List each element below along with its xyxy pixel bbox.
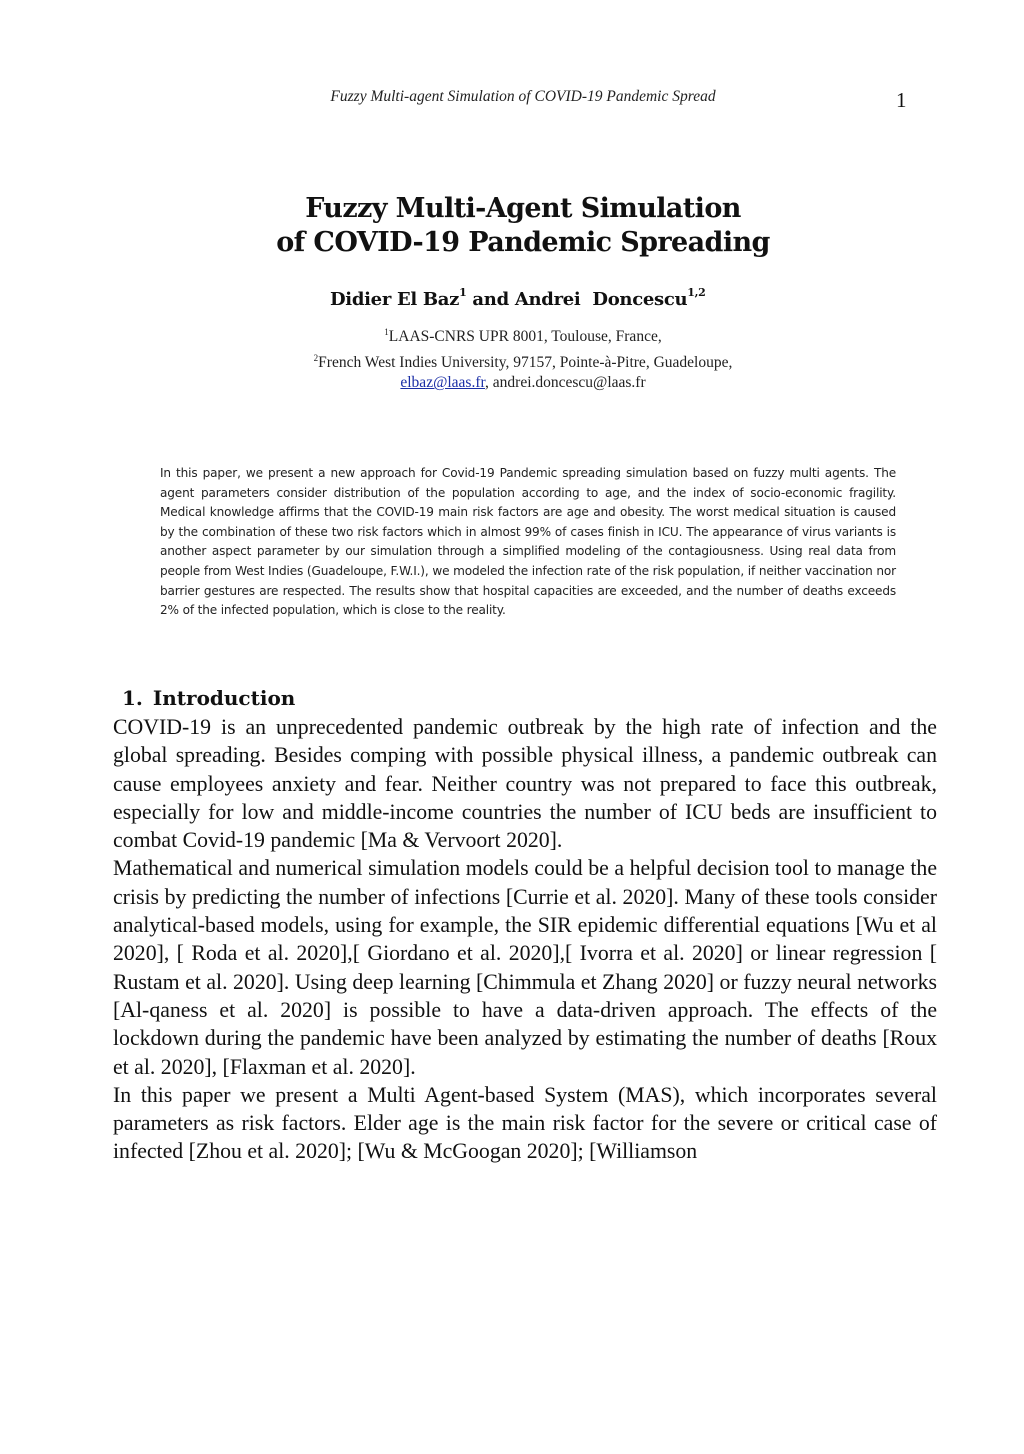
email-separator: , — [485, 374, 493, 392]
author-connector: and — [466, 289, 515, 310]
author-1: Didier El Baz — [330, 289, 460, 310]
email-doncescu: andrei.doncescu@laas.fr — [492, 374, 646, 392]
paragraph-3: In this paper we present a Multi Agent-based System (MAS), which incorporates several parameters as risk factors. Elder age is the main risk factor for the severe or critical case of infected [Zhou et al. 2020]; [Wu & McGoogan 2020]; [Williamson — [113, 1082, 937, 1164]
title-line-1: Fuzzy Multi-Agent Simulation — [305, 193, 741, 224]
paper-title — [0, 192, 1024, 260]
author-1-affiliation-mark: 1 — [459, 286, 467, 299]
introduction-body — [113, 713, 937, 1166]
paragraph-2: Mathematical and numerical simulation models could be a helpful decision tool to manage the crisis by predicting the number of infections [Currie et al. 2020]. Many of these tools consider analytical-based models, using for example, the SIR epidemic differential equations [Wu et al 2020], [ Roda et al. 2020],[ Giordano et al. 2020],[ Ivorra et al. 2020] or linear regression [ Rustam et al. 2020]. Using deep learning [Chimmula et Zhang 2020] or fuzzy neural networks [Al-qaness et al. 2020] is possible to have a data-driven approach. The effects of the lockdown during the pandemic have been analyzed by estimating the number of deaths [Roux et al. 2020], [Flaxman et al. 2020]. — [113, 856, 937, 1079]
affiliation-2-mark: 2 — [313, 352, 319, 363]
title-line-2: of COVID-19 Pandemic Spreading — [276, 227, 770, 258]
emails — [0, 373, 1024, 394]
section-heading-introduction — [122, 686, 295, 710]
section-number: 1. — [122, 686, 143, 710]
paragraph-1: COVID-19 is an unprecedented pandemic outbreak by the high rate of infection and the global spreading. Besides comping with possible physical illness, a pandemic outbreak can cause employees anxiety and fear. Neither country was not prepared to face this outbreak, especially for low and middle-income countries the number of ICU beds are insufficient to combat Covid-19 pandemic [Ma & Vervoort 2020]. — [113, 715, 937, 853]
email-link-elbaz[interactable]: elbaz@laas.fr — [400, 374, 486, 392]
running-header: Fuzzy Multi-agent Simulation of COVID-19 Pandemic Spread — [330, 88, 716, 105]
abstract: In this paper, we present a new approach for Covid-19 Pandemic spreading simulation based on fuzzy multi agents. The agent parameters consider distribution of the population according to age, and the index of socio-economic fragility. Medical knowledge affirms that the COVID-19 main risk factors are age and obesity. The worst medical situation is caused by the combination of these two risk factors which in almost 99% of cases finish in ICU. The appearance of virus variants is another aspect parameter by our simulation through a simplified modeling of the contagiousness. Using real data from people from West Indies (Guadeloupe, F.W.I.), we modeled the infection rate of the risk population, if neither vaccination nor barrier gestures are respected. The results show that hospital capacities are exceeded, and the number of deaths exceeds 2% of the infected population, which is close to the reality. — [160, 466, 896, 618]
affiliation-2 — [0, 348, 1024, 374]
affiliation-2-text: French West Indies University, 97157, Pointe-à-Pitre, Guadeloupe, — [318, 353, 733, 371]
author-list — [330, 288, 770, 310]
author-2-affiliation-mark: 1,2 — [687, 286, 706, 299]
affiliation-1 — [0, 322, 1024, 348]
section-title: Introduction — [152, 686, 296, 710]
affiliation-1-text: LAAS-CNRS UPR 8001, Toulouse, France, — [388, 328, 662, 346]
affiliation-1-mark: 1 — [384, 327, 389, 337]
affiliations — [0, 322, 1024, 394]
author-2: Andrei Doncescu — [514, 289, 688, 310]
page-number: 1 — [896, 88, 907, 112]
